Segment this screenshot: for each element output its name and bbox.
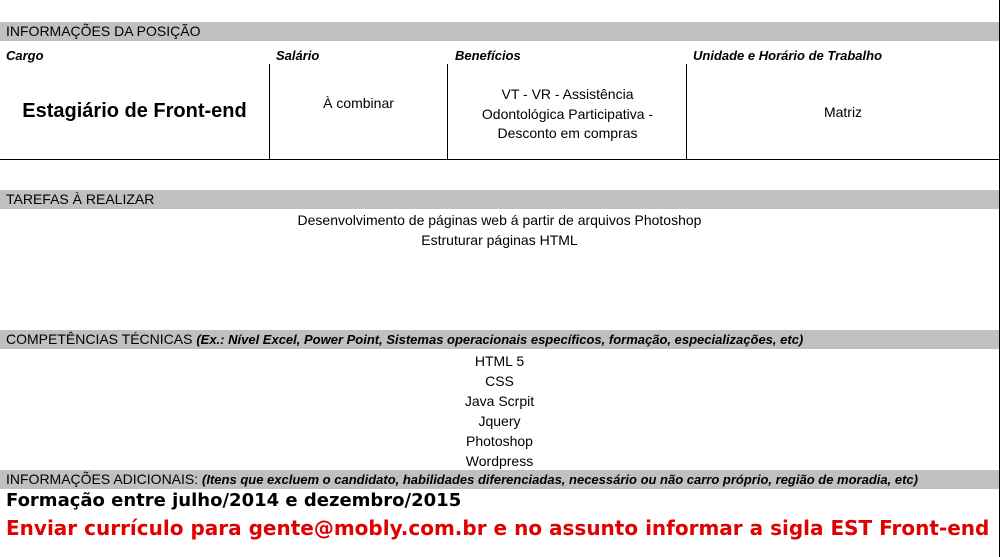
list-item: Jquery (478, 413, 521, 429)
section-heading-note: (Itens que excluem o candidato, habilidades diferenciadas, necessário ou não carro próprio, região de moradia, etc) (202, 472, 918, 487)
column-divider (447, 64, 448, 159)
section-skills (0, 330, 999, 349)
list-item: Photoshop (466, 433, 533, 449)
section-additional (0, 470, 999, 489)
section-tasks (0, 190, 999, 209)
formation-text: Formação entre julho/2014 e dezembro/2015 (6, 490, 462, 511)
apply-instructions: Enviar currículo para gente@mobly.com.br e no assunto informar a sigla EST Front-end (6, 516, 990, 540)
column-header-cargo: Cargo (6, 48, 44, 63)
list-item: Wordpress (465, 453, 534, 469)
section-heading: INFORMAÇÕES ADICIONAIS: (6, 471, 199, 487)
section-heading: TAREFAS À REALIZAR (6, 191, 155, 207)
section-heading: COMPETÊNCIAS TÉCNICAS (6, 331, 193, 347)
column-header-salario: Salário (276, 48, 320, 63)
section-heading-note: (Ex.: Nível Excel, Power Point, Sistemas operacionais específicos, formação, especializações, etc) (196, 332, 804, 347)
section-position-info (0, 22, 999, 41)
section-heading: INFORMAÇÕES DA POSIÇÃO (6, 23, 201, 39)
list-item: CSS (485, 373, 514, 389)
skills-list (0, 351, 999, 471)
sheet-right-border (999, 0, 1000, 557)
column-header-beneficios: Benefícios (455, 48, 521, 63)
column-header-unidade: Unidade e Horário de Trabalho (693, 48, 883, 63)
beneficios-value: VT - VR - Assistência Odontológica Participativa - Desconto em compras (481, 86, 654, 141)
cargo-value: Estagiário de Front-end (22, 100, 247, 122)
list-item: HTML 5 (474, 353, 525, 369)
list-item: Desenvolvimento de páginas web á partir de arquivos Photoshop (297, 212, 702, 228)
unidade-value: Matriz (823, 104, 863, 120)
list-item: Estruturar páginas HTML (421, 232, 578, 248)
salario-value: À combinar (323, 95, 394, 111)
table-bottom-border (0, 159, 999, 160)
tasks-list (0, 210, 999, 250)
list-item: Java Scrpit (464, 393, 535, 409)
